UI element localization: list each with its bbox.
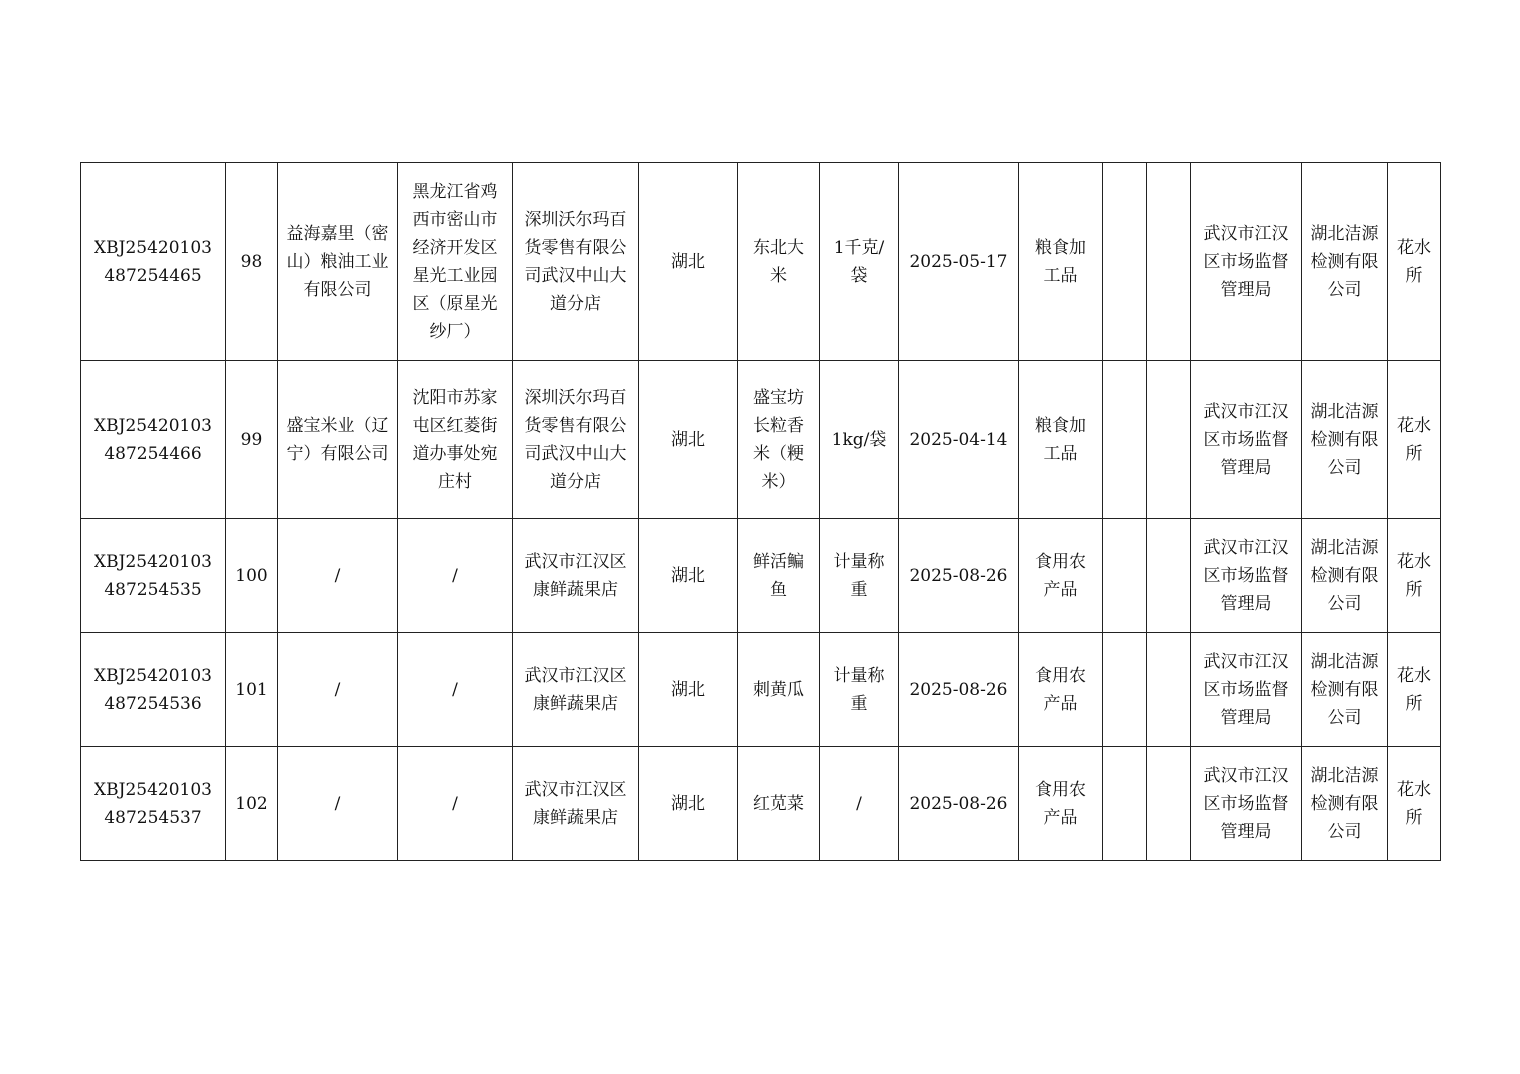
sampled-unit-cell: 武汉市江汉区康鲜蔬果店 — [513, 519, 639, 633]
sample-id-cell: XBJ25420103487254535 — [81, 519, 226, 633]
sample-id-cell: XBJ25420103487254537 — [81, 747, 226, 861]
manufacturer-cell: 盛宝米业（辽宁）有限公司 — [278, 361, 398, 519]
province-cell: 湖北 — [639, 633, 738, 747]
testing-lab-cell: 湖北洁源检测有限公司 — [1302, 163, 1388, 361]
sample-id-cell: XBJ25420103487254466 — [81, 361, 226, 519]
sampled-unit-cell: 武汉市江汉区康鲜蔬果店 — [513, 633, 639, 747]
district-office-cell: 花水所 — [1388, 519, 1441, 633]
table-row — [81, 519, 1441, 633]
sample-id-cell: XBJ25420103487254536 — [81, 633, 226, 747]
province-cell: 湖北 — [639, 519, 738, 633]
product-name-cell: 东北大米 — [738, 163, 820, 361]
testing-lab-cell: 湖北洁源检测有限公司 — [1302, 519, 1388, 633]
report-page — [80, 162, 1440, 861]
manufacturer-cell: 益海嘉里（密山）粮油工业有限公司 — [278, 163, 398, 361]
food-category-cell: 食用农产品 — [1019, 633, 1103, 747]
testing-lab-cell: 湖北洁源检测有限公司 — [1302, 747, 1388, 861]
manufacturer-address-cell: / — [398, 633, 513, 747]
production-date-cell: 2025-05-17 — [899, 163, 1019, 361]
food-category-cell: 食用农产品 — [1019, 747, 1103, 861]
sequence-number-cell: 99 — [226, 361, 278, 519]
district-office-cell: 花水所 — [1388, 361, 1441, 519]
specification-cell: 1kg/袋 — [820, 361, 899, 519]
specification-cell: / — [820, 747, 899, 861]
empty-cell — [1147, 519, 1191, 633]
manufacturer-cell: / — [278, 747, 398, 861]
product-name-cell: 鲜活鳊鱼 — [738, 519, 820, 633]
sample-id-cell: XBJ25420103487254465 — [81, 163, 226, 361]
table-row — [81, 163, 1441, 361]
empty-cell — [1103, 747, 1147, 861]
sequence-number-cell: 101 — [226, 633, 278, 747]
manufacturer-address-cell: / — [398, 519, 513, 633]
supervising-agency-cell: 武汉市江汉区市场监督管理局 — [1191, 361, 1302, 519]
specification-cell: 计量称重 — [820, 633, 899, 747]
product-name-cell: 刺黄瓜 — [738, 633, 820, 747]
empty-cell — [1103, 163, 1147, 361]
production-date-cell: 2025-08-26 — [899, 747, 1019, 861]
table-row — [81, 747, 1441, 861]
product-name-cell: 盛宝坊长粒香米（粳米） — [738, 361, 820, 519]
production-date-cell: 2025-08-26 — [899, 633, 1019, 747]
supervising-agency-cell: 武汉市江汉区市场监督管理局 — [1191, 519, 1302, 633]
empty-cell — [1147, 747, 1191, 861]
food-category-cell: 粮食加工品 — [1019, 163, 1103, 361]
specification-cell: 计量称重 — [820, 519, 899, 633]
table-row — [81, 361, 1441, 519]
empty-cell — [1147, 633, 1191, 747]
supervising-agency-cell: 武汉市江汉区市场监督管理局 — [1191, 747, 1302, 861]
empty-cell — [1147, 361, 1191, 519]
sequence-number-cell: 100 — [226, 519, 278, 633]
empty-cell — [1103, 519, 1147, 633]
empty-cell — [1103, 633, 1147, 747]
specification-cell: 1千克/袋 — [820, 163, 899, 361]
empty-cell — [1147, 163, 1191, 361]
province-cell: 湖北 — [639, 163, 738, 361]
sequence-number-cell: 102 — [226, 747, 278, 861]
sequence-number-cell: 98 — [226, 163, 278, 361]
table-row — [81, 633, 1441, 747]
province-cell: 湖北 — [639, 747, 738, 861]
supervising-agency-cell: 武汉市江汉区市场监督管理局 — [1191, 163, 1302, 361]
manufacturer-cell: / — [278, 519, 398, 633]
testing-lab-cell: 湖北洁源检测有限公司 — [1302, 633, 1388, 747]
manufacturer-address-cell: 沈阳市苏家屯区红菱街道办事处宛庄村 — [398, 361, 513, 519]
sampling-results-table — [80, 162, 1441, 861]
district-office-cell: 花水所 — [1388, 747, 1441, 861]
manufacturer-cell: / — [278, 633, 398, 747]
food-category-cell: 粮食加工品 — [1019, 361, 1103, 519]
food-category-cell: 食用农产品 — [1019, 519, 1103, 633]
testing-lab-cell: 湖北洁源检测有限公司 — [1302, 361, 1388, 519]
production-date-cell: 2025-04-14 — [899, 361, 1019, 519]
manufacturer-address-cell: 黑龙江省鸡西市密山市经济开发区星光工业园区（原星光纱厂） — [398, 163, 513, 361]
product-name-cell: 红苋菜 — [738, 747, 820, 861]
production-date-cell: 2025-08-26 — [899, 519, 1019, 633]
province-cell: 湖北 — [639, 361, 738, 519]
district-office-cell: 花水所 — [1388, 633, 1441, 747]
sampled-unit-cell: 深圳沃尔玛百货零售有限公司武汉中山大道分店 — [513, 163, 639, 361]
sampled-unit-cell: 深圳沃尔玛百货零售有限公司武汉中山大道分店 — [513, 361, 639, 519]
sampled-unit-cell: 武汉市江汉区康鲜蔬果店 — [513, 747, 639, 861]
manufacturer-address-cell: / — [398, 747, 513, 861]
supervising-agency-cell: 武汉市江汉区市场监督管理局 — [1191, 633, 1302, 747]
empty-cell — [1103, 361, 1147, 519]
district-office-cell: 花水所 — [1388, 163, 1441, 361]
